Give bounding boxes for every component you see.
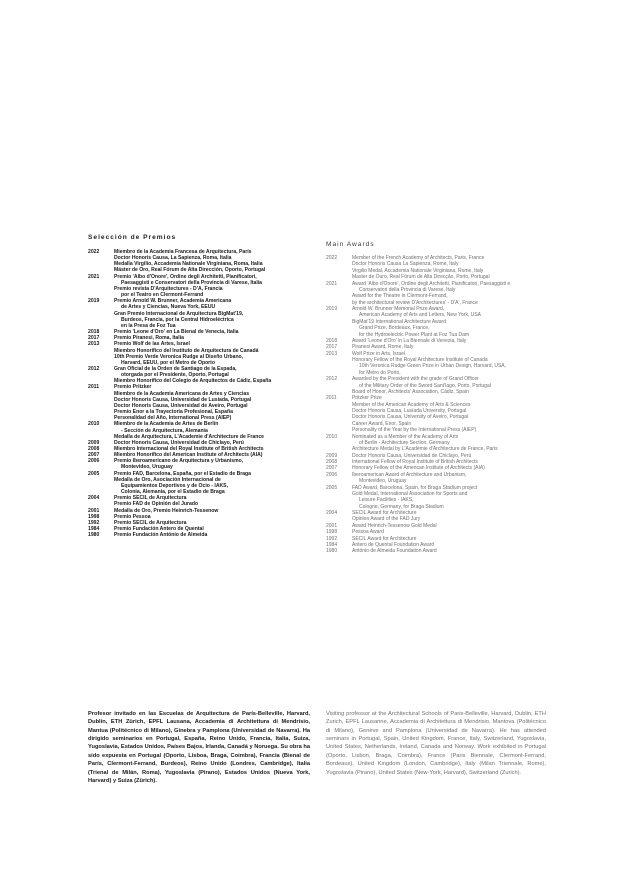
award-line: Doctor Honoris Causa, Lusíada University, Portugal [352, 408, 467, 414]
award-year: 2018 [88, 329, 100, 336]
award-description [114, 341, 316, 366]
spanish-award-entry [88, 495, 316, 507]
award-line: Premio Pritzker [114, 384, 152, 391]
award-line: Gran Premio Internacional de Arquitectura BigMat'19, [114, 310, 244, 317]
award-year: 1998 [88, 513, 100, 520]
award-year: 2010 [326, 433, 338, 440]
award-year: 2006 [326, 471, 338, 478]
award-line: Medalla de Oro, Premio Heinrich-Tessenow [114, 507, 219, 514]
award-year: 2009 [326, 452, 338, 459]
award-year: 2017 [326, 344, 338, 351]
english-award-entry [326, 306, 562, 338]
award-line: Premio FAD de Opinión del Jurado [114, 501, 199, 508]
award-line: Career Award, Enor, Spain [352, 420, 412, 427]
award-line: Doctor Honoris Causa, Universidad de Chiclayo, Perú [352, 452, 472, 459]
award-description [352, 395, 562, 433]
award-year: 2022 [326, 255, 338, 261]
spanish-awards-column [88, 234, 316, 538]
award-year: 2008 [88, 446, 100, 452]
award-line: Honorary Fellow of the Royal Architecture Institute of Canada [352, 357, 488, 363]
spanish-award-entry [88, 298, 316, 329]
spanish-bio-paragraph: Profesor invitado en las Escuelas de Arquitectura de París-Belleville, Harvard, Dublin, ETH Zürich, EPFL Lausana, Accademia di Architettura di Mendrisio, Mantua (Politécnico di Milano), Ginebra y Pamplona (Universidad de Navarra). Ha dirigido seminarios en Portugal, España, Reino Unido, Francia, Italia, Suiza, Yugoslavia, Estados Unidos, Países Bajos, Irlanda, Canadá y Noruega. Su obra ha sido expuesta en Portugal (Oporto, Lisboa, Braga, Coimbra), Francia (Bienal de París, Clermont-Ferrand, Burdeos), Reino Unido (Londres, Cambridge), Italia (Trienal de Milán, Roma), Yugoslavia (Pirano), Estados Unidos (Nueva York, Harvard) y Suiza (Zürich). [88, 710, 310, 784]
award-year: 1980 [88, 532, 100, 539]
award-description [114, 274, 316, 299]
english-awards-list [326, 255, 562, 555]
english-award-entry [326, 472, 562, 485]
award-line: Awarded by the President with the grade of Grand Officer [352, 376, 479, 383]
award-line: Montevideo, Uruguay [121, 464, 173, 471]
english-awards-heading: Main Awards [326, 241, 375, 248]
spanish-award-entry [88, 341, 316, 366]
award-description [114, 532, 316, 538]
award-year: 2012 [326, 376, 338, 383]
award-line: Premio Pessoa [114, 513, 151, 520]
award-line: por el Teatro en Clermont-Ferrand [121, 292, 204, 299]
english-bio-paragraph: Visiting professor at the Architectural Schools of Paris-Belleville, Harvard, Dublin, ETH Zurich, EPFL Lausanne, Accademia di Architettura di Mendrisio, Mantova (Politécnico di Milano), Genève and Pamplona (Universidad de Navarra). He has attended seminars in Portugal, Spain, United Kingdom, France, Italy, Switzerland, Yugoslavia, United States, Netherlands, Ireland, Canada and Norway. Work exhibited in Portugal (Oporto, Lisbon, Braga, Coimbra), France (Paris Biennale, Clermont-Ferrand, Bordeaux), United Kingdom (London, Cambridge), Italy (Milan Triennale, Rome), Yugoslavia (Pirano), United States (New-York, Harvard), Switzerland (Zurich). [326, 710, 546, 776]
award-description [352, 485, 562, 511]
award-year: 2022 [88, 249, 100, 255]
award-line: Gold Medal, International Association for Sports and [352, 490, 468, 497]
award-line: Premio FAD, Barcelona, España, por el Estadio de Braga [114, 470, 252, 477]
spanish-award-entry [88, 471, 316, 496]
award-line: Grand Prize, Bordeaux, France, [359, 325, 430, 332]
award-line: Máster de Oro, Real Fórum de Alta Dirección, Oporto, Portugal [114, 267, 266, 274]
award-line: Miembro Honorífico del Colegio de Arquitectos de Cádiz, España [114, 378, 272, 385]
award-year: 2004 [326, 510, 338, 516]
award-line: Miembro de la Academia Francesa de Arquitectura, París [114, 249, 252, 255]
award-year: 2006 [88, 458, 100, 465]
award-line: for Metro do Porto, [359, 369, 401, 376]
award-line: Architecture Medal by L'Académie d'Architecture de France, Paris [352, 446, 498, 453]
award-line: Burdeos, Francia, por la Central Hidroeléctrica [121, 316, 234, 323]
award-line: Premio Arnold W. Brunner, Academia Americana [114, 298, 232, 305]
award-line: Member of the American Academy of Arts & Sciences [352, 401, 471, 408]
award-description [114, 249, 316, 274]
award-line: 10th Veronica Rudge Green Prize in Urban Design, Harvard, USA, [359, 363, 507, 370]
award-line: Board of Honor, Architects' Association, Cádiz, Spain [352, 388, 469, 395]
award-year: 2021 [88, 273, 100, 280]
award-year: 2017 [88, 335, 100, 342]
award-line: António de Almeida Foundation Award [352, 548, 437, 555]
english-award-entry [326, 351, 562, 377]
award-line: Arnold W. Brunner Memorial Prize Award, [352, 306, 445, 312]
english-award-entry [326, 255, 562, 281]
award-line: for the Hydroelectric Power Plant at Foz Tua Dam [359, 331, 470, 338]
spanish-award-entry [88, 532, 316, 538]
award-description [352, 434, 562, 453]
award-line: Opinion Award of the FAD Jury [352, 516, 421, 523]
award-year: 2011 [88, 384, 100, 391]
english-award-entry [326, 510, 562, 523]
award-year: 2001 [88, 507, 100, 514]
award-year: 2009 [88, 439, 100, 446]
award-line: of Berlin - Architecture Section, Germany [359, 439, 450, 446]
award-line: - Sección de Arquitectura, Alemania [121, 427, 208, 434]
award-line: en la Presa de Foz Tua [121, 322, 176, 329]
award-line: Premio 'Leone d'Oro' en La Bienal de Venecia, Italia [114, 329, 239, 336]
award-description [114, 471, 316, 496]
award-line: Miembro Honorífico del Instituto de Arquitectura de Canadá [114, 347, 259, 354]
award-line: Gran Oficial de la Orden de Santiago de la Espada, [114, 365, 237, 372]
award-description [114, 384, 316, 421]
english-award-entry [326, 281, 562, 307]
award-line: Premio 'Albo d'Onore', Ordine degli Architetti, Pianificatori, [114, 273, 257, 280]
award-line: Cologne, Germany, for Braga Stadium [359, 503, 444, 510]
award-description [352, 351, 562, 377]
award-line: Miembro Internacional del Royal Institute of British Architects [114, 446, 264, 452]
award-line: FAD Award, Barcelona, Spain, for Braga Stadium project [352, 484, 478, 491]
award-year: 2004 [88, 495, 100, 502]
award-line: Doctor Honoris Causa, La Sapienza, Roma, Italia [114, 255, 232, 262]
spanish-award-entry [88, 274, 316, 299]
award-year: 2001 [326, 522, 338, 529]
award-description [114, 421, 316, 439]
award-line: Piranesi Award, Rome, Italy [352, 344, 414, 351]
award-line: Nominated as a Member of the Academy of Arts [352, 433, 459, 440]
award-line: Miembro Honorífico del American Institute of Architects (AIA) [114, 452, 263, 459]
award-description [352, 281, 562, 307]
award-line: Harvard, EEUU, por el Metro de Oporto [121, 359, 215, 366]
award-line: Conservatori della Provincia di Varese, Italy [359, 286, 456, 293]
award-year: 1992 [326, 535, 338, 542]
award-line: Award 'Albo d'Onore', Ordine degli Architetti, Pianificatori, Paesaggisti e [352, 280, 511, 287]
award-year: 2012 [88, 365, 100, 372]
award-line: Medalla de Arquitectura, L'Academie d'Architecture de France [114, 433, 264, 440]
award-year: 2005 [88, 470, 100, 477]
award-year: 2007 [326, 465, 338, 472]
award-line: Pessoa Award [352, 529, 384, 536]
award-year: 2005 [326, 484, 338, 491]
award-line: Premio revista D'Arquitectures - D'A, Francia [114, 285, 223, 292]
award-line: American Academy of Arts and Letters, New York, USA [359, 312, 482, 319]
award-year: 2019 [326, 306, 338, 312]
award-year: 2013 [326, 350, 338, 357]
award-year: 2008 [326, 459, 338, 465]
award-line: Award Heinrich-Tessenow Gold Medal [352, 522, 437, 529]
spanish-award-entry [88, 366, 316, 384]
award-year: 1980 [326, 548, 338, 555]
award-line: otorgada por el Presidente, Oporto, Portugal [121, 372, 229, 379]
award-line: Virgilio Medal, Accademia Nationale Virginiana, Rome, Italy [352, 267, 484, 274]
spanish-award-entry [88, 249, 316, 274]
award-year: 2010 [88, 421, 100, 428]
award-line: by the architectural review D'Architectures' - D'A', France [352, 299, 478, 306]
award-line: Premio Iberoamericano de Arquitectura y Urbanismo, [114, 458, 244, 465]
award-line: Equipamientos Deportivos y de Ocio - IAKS, [121, 482, 228, 489]
spanish-awards-list [88, 249, 316, 538]
award-description [352, 306, 562, 338]
award-line: Award for the Theatre in Clermont-Ferrand, [352, 293, 448, 300]
award-description [114, 458, 316, 470]
award-line: Medalla de Oro, Asociación Internacional de [114, 476, 221, 483]
award-year: 2021 [326, 280, 338, 287]
award-line: Master de Ouro, Real Fórum de Alta Direcção, Porto, Portugal [352, 274, 490, 281]
spanish-award-entry [88, 421, 316, 439]
award-description [114, 495, 316, 507]
award-line: Premio Fundación António de Almeida [114, 532, 208, 539]
award-year: 1998 [326, 529, 338, 536]
english-award-entry [326, 376, 562, 395]
award-line: Premio Wolf de las Artes, Israel [114, 341, 190, 348]
spanish-award-entry [88, 458, 316, 470]
award-description [114, 366, 316, 384]
award-description [114, 298, 316, 329]
award-line: Premio Fundación Antero de Quental [114, 526, 204, 533]
award-line: Leisure Facilities - IAKS, [359, 497, 414, 504]
award-year: 1984 [326, 541, 338, 548]
english-award-entry [326, 434, 562, 453]
award-line: Doctor Honoris Causa La Sapienza, Rome, Italy [352, 261, 459, 268]
award-description [352, 376, 562, 395]
award-line: Antero de Quental Foundation Award [352, 541, 435, 548]
award-line: Premio SECIL de Arquitectura [114, 495, 187, 502]
award-line: Doctor Honoris Causa, Universidad de Aveiro, Portugal [114, 402, 248, 409]
award-line: Medalla Virgilio, Accademia Nationale Virginiana, Roma, Italia [114, 261, 263, 268]
award-line: Doctor Honoris Causa, Universidad de Chiclayo, Perú [114, 439, 244, 446]
award-line: BigMat'19 International Architecture Award [352, 318, 446, 325]
award-line: Colonia, Alemania, por el Estadio de Braga [121, 489, 225, 496]
award-description [352, 510, 562, 523]
award-year: 2019 [88, 298, 100, 305]
award-line: International Fellow of Royal Institute of British Architects [352, 459, 478, 465]
award-year: 1984 [88, 526, 100, 533]
english-awards-column [326, 241, 562, 555]
award-line: of the Military Order of the Sword Sant'Iago, Porto, Portugal [359, 382, 491, 389]
award-year: 2011 [326, 395, 337, 402]
award-line: Miembro de la Academia de Artes de Berlín [114, 421, 219, 428]
award-description [352, 472, 562, 485]
award-line: Premio Enor a la Trayectoria Profesional, España [114, 409, 233, 416]
spanish-award-entry [88, 384, 316, 421]
award-year: 2007 [88, 452, 100, 459]
award-line: Miembro de la Academia Americana de Artes y Ciencias [114, 390, 250, 397]
award-line: Pritzker Prize [352, 395, 382, 402]
english-award-entry [326, 395, 562, 433]
award-line: SECIL Award for Architecture [352, 510, 417, 516]
english-award-entry [326, 548, 562, 554]
award-line: Premio SECIL de Arquitectura [114, 519, 187, 526]
award-line: SECIL Award for Architecture [352, 535, 417, 542]
award-line: Personality of the Year by the International Press (AIEP) [352, 427, 477, 434]
award-line: de Artes y Ciencias, Nueva York, EEUU [121, 304, 216, 311]
award-description [352, 548, 562, 554]
award-line: Personalidad del Año, International Press (AIEP) [114, 415, 232, 422]
award-line: 10th Premio Verde Veronica Rudge al Diseño Urbano, [114, 353, 244, 360]
award-year: 2013 [88, 341, 100, 348]
award-line: Member of the French Academy of Architects, Paris, France [352, 255, 485, 261]
spanish-awards-heading: Selección de Premios [88, 234, 177, 241]
award-year: 2018 [326, 337, 338, 344]
award-description [352, 255, 562, 281]
award-line: Honorary Fellow of the American Institute of Architects (AIA) [352, 465, 485, 472]
award-line: Paesaggisti e Conservatori della Provincia di Varese, Italia [121, 279, 262, 286]
award-line: Award 'Leone d'Oro' in La Biennale di Venezia, Italy [352, 337, 467, 344]
award-line: Doctor Honoris Causa, University of Aveiro, Portugal [352, 414, 469, 421]
english-award-entry [326, 485, 562, 511]
award-line: Iberoamerican Award of Architecture and Urbanism, [352, 471, 467, 478]
award-line: Premio Piranesi, Roma, Italia [114, 335, 184, 342]
award-line: Montevideo, Uruguay [359, 478, 407, 485]
award-line: Doctor Honoris Causa, Universidad de Lusíada, Portugal [114, 396, 252, 403]
award-line: Wolf Prize in Arts, Israel [352, 350, 405, 357]
award-year: 1992 [88, 519, 100, 526]
